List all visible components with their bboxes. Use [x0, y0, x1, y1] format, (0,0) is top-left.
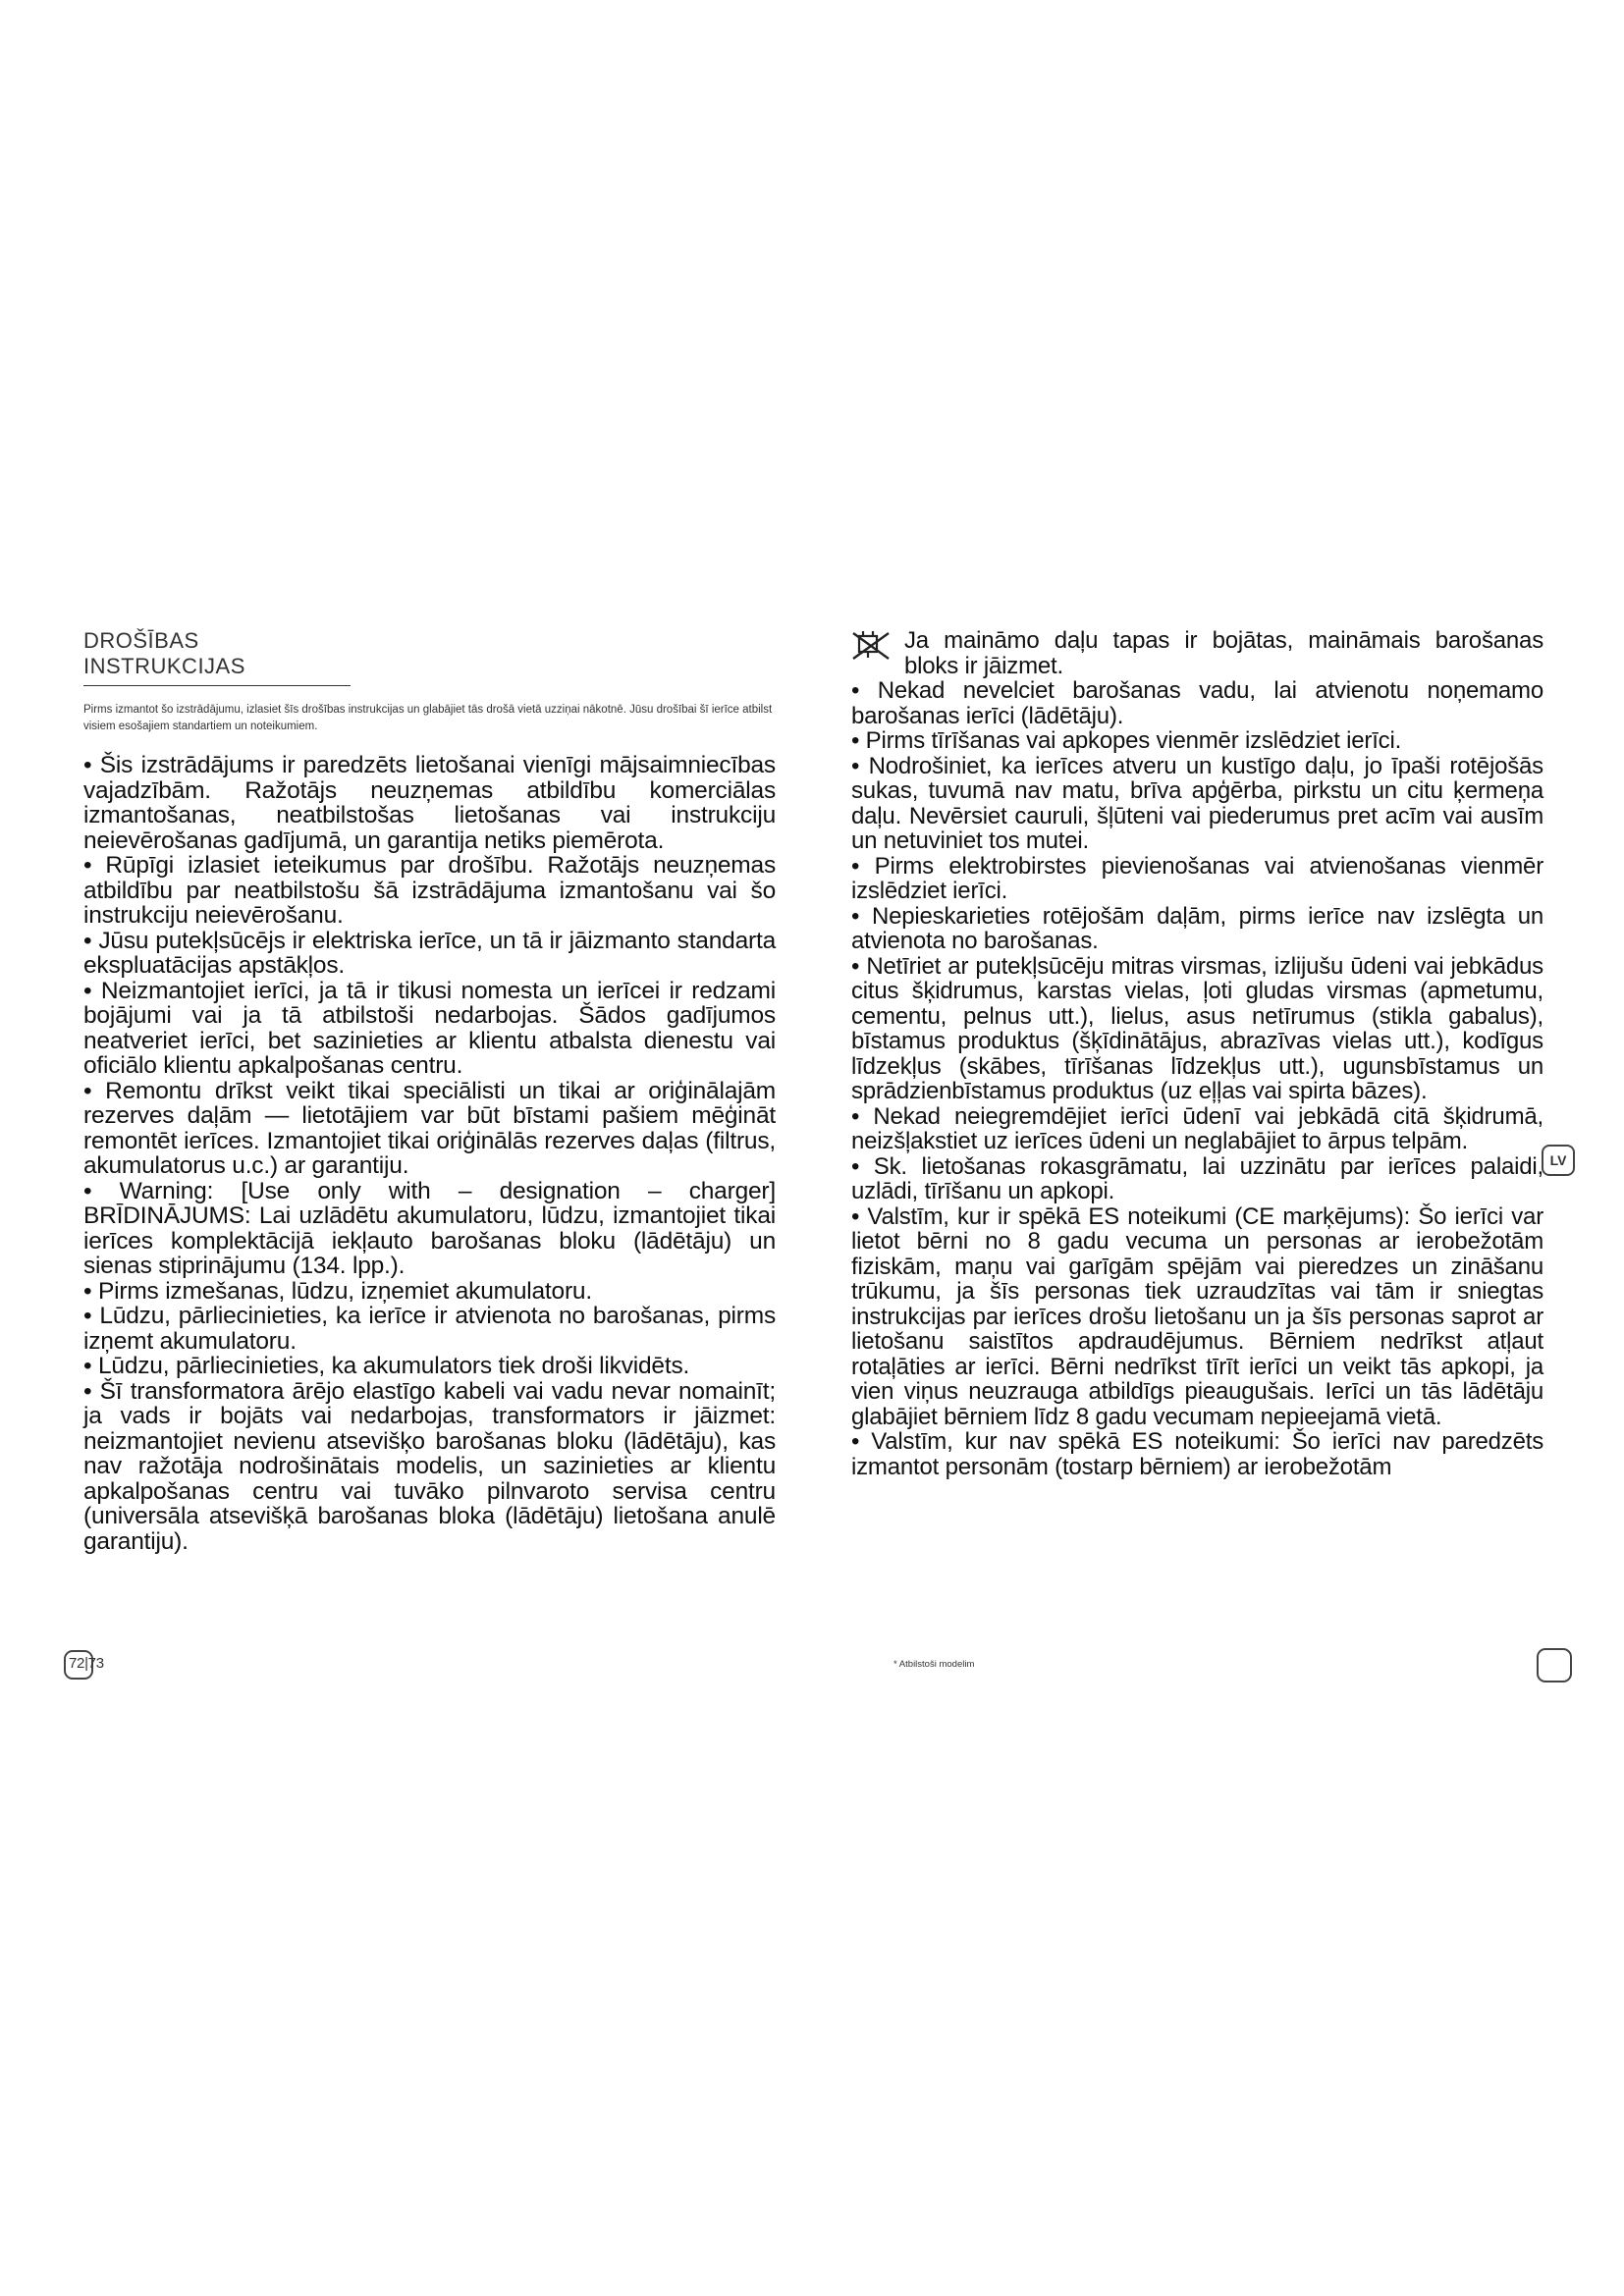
paragraph: Ja maināmo daļu tapas ir bojātas, maināmais barošanas bloks ir jāizmet.: [904, 627, 1543, 679]
paragraph: • Valstīm, kur ir spēkā ES noteikumi (CE marķējums): Šo ierīci var lietot bērni no 8 gadu vecuma un personas ar ierobežotām fiziskām, maņu vai garīgām spējām vai pieredzes un zināšanu trūkumu, ja šīs personas tiek uzraudzītas vai tām ir sniegtas instrukcijas par ierīces drošu lietošanu un ja šīs personas saprot ar lietošanu saistītos apdraudējumus. Bērniem nedrīkst atļaut rotaļāties ar ierīci. Bērni nedrīkst tīrīt ierīci un veikt tās apkopi, ja vien viņus neuzrauga atbildīgs pieaugušais. Ierīci un tās lādētāju glabājiet bērniem līdz 8 gadu vecumam nepieejamā vietā.: [851, 1202, 1543, 1430]
footnote: * Atbilstoši modelim: [893, 1659, 975, 1670]
paragraph: • Neizmantojiet ierīci, ja tā ir tikusi nomesta un ierīcei ir redzami bojājumi vai ja tā atbilstoši nedarbojas. Šādos gadījumos neatveriet ierīci, bet sazinieties ar klientu atbalsta dienestu vai oficiālo klientu apkalpošanas centru.: [83, 977, 776, 1079]
paragraph: • Šī transformatora ārējo elastīgo kabeli vai vadu nevar nomainīt; ja vads ir bojāts vai nedarbojas, transformators ir jāizmet: neizmantojiet nevienu atsevišķo barošanas bloku (lādētāju), kas nav ražotāja nodrošinātais modelis, un sazinieties ar klientu apkalpošanas centru vai tuvāko pilnvaroto servisa centru (universāla atsevišķā barošanas bloka (lādētāju) lietošana anulē garantiju).: [83, 1377, 776, 1555]
safety-instructions-right: [851, 628, 1543, 1479]
paragraph: • Šis izstrādājums ir paredzēts lietošanai vienīgi mājsaimniecības vajadzībām. Ražotājs neuzņemas atbildību komerciālas izmantošanas, neatbilstošas lietošanas vai instrukciju neievērošanas gadījumā, un garantija netiks piemērota.: [83, 752, 776, 854]
paragraph: • Netīriet ar putekļsūcēju mitras virsmas, izlijušu ūdeni vai jebkādus citus šķidrumus, karstas vielas, ļoti gludas virsmas (apmetumu, cementu, pelnus utt.), lielus, asus netīrumus (stikla gabalus), bīstamus produktus (šķīdinātājus, abrazīvas vielas utt.), kodīgus līdzekļus (skābes, tīrīšanas līdzekļus utt.), ugunsbīstamus un sprādzienbīstamus produktus (uz eļļas vai spirta bāzes).: [851, 952, 1543, 1104]
paragraph: • Nekad nevelciet barošanas vadu, lai atvienotu noņemamo barošanas ierīci (lādētāju).: [851, 677, 1543, 729]
paragraph: • Nodrošiniet, ka ierīces atveru un kustīgo daļu, jo īpaši rotējošās sukas, tuvumā nav matu, brīva apģērba, pirkstu un citu ķermeņa daļu. Nevērsiet cauruli, šļūteni vai piederumus pret acīm vai ausīm un netuviniet tos mutei.: [851, 752, 1543, 854]
paragraph: • Nekad neiegremdējiet ierīci ūdenī vai jebkādā citā šķidrumā, neizšļakstiet uz ierīces ūdeni un neglabājiet to ārpus telpām.: [851, 1102, 1543, 1154]
paragraph: • Jūsu putekļsūcējs ir elektriska ierīce, un tā ir jāizmanto standarta ekspluatācijas apstākļos.: [83, 927, 776, 979]
paragraph: • Remontu drīkst veikt tikai speciālisti un tikai ar oriģinālajām rezerves daļām — lietotājiem var būt bīstami pašiem mēģināt remontēt ierīces. Izmantojiet tikai oriģinālās rezerves daļas (filtrus, akumulatorus u.c.) ar garantiju.: [83, 1077, 776, 1179]
language-tab: LV: [1542, 1145, 1575, 1176]
paragraph: • Nepieskarieties rotējošām daļām, pirms ierīce nav izslēgta un atvienota no barošanas.: [851, 902, 1543, 954]
paragraph: • Pirms elektrobirstes pievienošanas vai atvienošanas vienmēr izslēdziet ierīci.: [851, 852, 1543, 904]
left-page: [83, 628, 776, 1554]
paragraph: • Valstīm, kur nav spēkā ES noteikumi: Šo ierīci nav paredzēts izmantot personām (tostarp bērniem) ar ierobežotām: [851, 1428, 1543, 1480]
paragraph: • Pirms izmešanas, lūdzu, izņemiet akumulatoru.: [83, 1277, 592, 1305]
section-title: DROŠĪBAS INSTRUKCIJAS: [83, 628, 351, 686]
page-number-box-right: [1537, 1648, 1572, 1682]
paragraph: • Lūdzu, pārliecinieties, ka ierīce ir atvienota no barošanas, pirms izņemt akumulatoru.: [83, 1303, 776, 1355]
paragraph: • Lūdzu, pārliecinieties, ka akumulators tiek droši likvidēts.: [83, 1353, 690, 1379]
paragraph: • Sk. lietošanas rokasgrāmatu, lai uzzinātu par ierīces palaidi, uzlādi, tīrīšanu un apkopi.: [851, 1152, 1543, 1204]
page-number: 72|73: [69, 1655, 104, 1672]
right-page: [851, 628, 1543, 1479]
safety-instructions-left: [83, 753, 776, 1554]
paragraph: • Pirms tīrīšanas vai apkopes vienmēr izslēdziet ierīci.: [851, 727, 1402, 754]
paragraph: • Rūpīgi izlasiet ieteikumus par drošību. Ražotājs neuzņemas atbildību par neatbilstošu šā izstrādājuma izmantošanu vai šo instrukciju neievērošanu.: [83, 852, 776, 929]
intro-text: Pirms izmantot šo izstrādājumu, izlasiet šīs drošības instrukcijas un glabājiet tās drošā vietā uzziņai nākotnē. Jūsu drošībai šī ierīce atbilst visiem esošajiem standartiem un noteikumiem.: [83, 704, 773, 732]
paragraph: • Warning: [Use only with – designation – charger] BRĪDINĀJUMS: Lai uzlādētu akumulatoru, lūdzu, izmantojiet tikai ierīces komplektācijā iekļauto barošanas bloku (lādētāju) un sienas stiprinājumu (134. lpp.).: [83, 1177, 776, 1279]
first-item: [851, 628, 1543, 678]
crossed-out-plug-icon: [851, 630, 891, 662]
